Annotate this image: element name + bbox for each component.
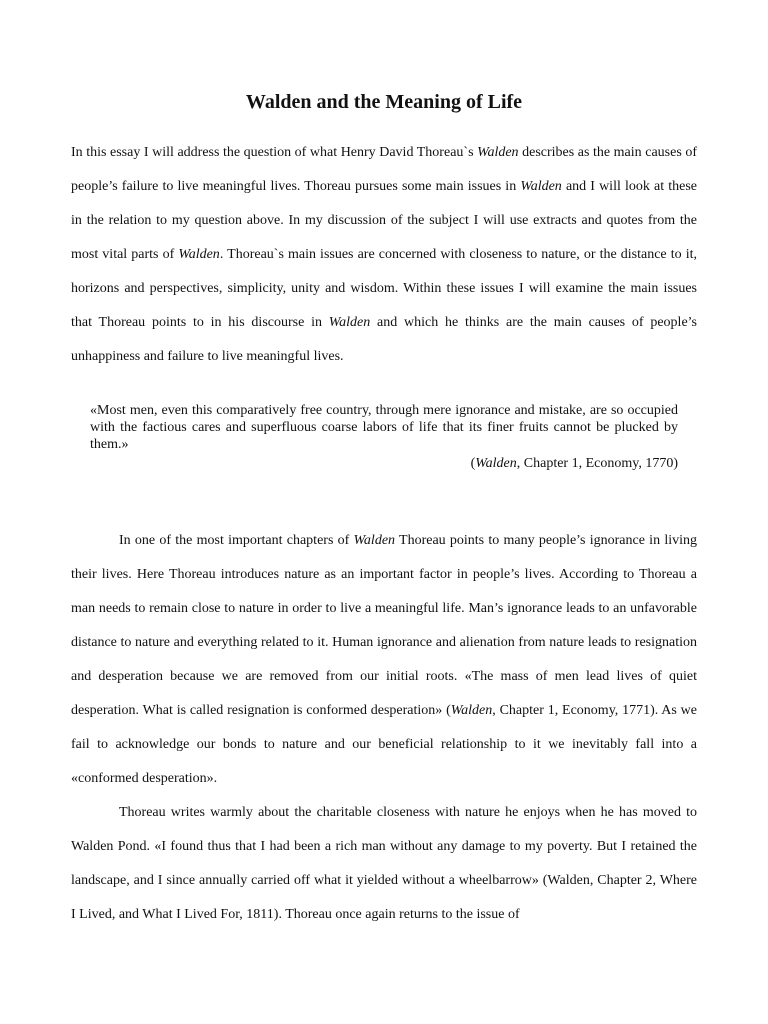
body-paragraph-3: Thoreau writes warmly about the charitable closeness with nature he enjoys when he has moved to Walden Pond. «I found thus that I had been a rich man without any damage to my poverty. But I retained the landscape, and I since annually carried off what it yielded without a wheelbarrow» (Walden, Chapter 2, Where I Lived, and What I Lived For, 1811). Thoreau once again returns to the issue of — [71, 805, 697, 922]
intro-text: . Thoreau`s main issues are concerned with closeness to nature, or the distance to it, horizons and perspectives, simplicity, unity and wisdom. Within these issues I will examine the main issues that Thoreau points to in his discourse in — [71, 247, 697, 330]
block-quote-citation — [90, 455, 678, 472]
para2-title-ref: Walden — [353, 533, 396, 548]
citation-open: ( — [470, 456, 476, 471]
intro-title-ref: Walden — [520, 179, 562, 194]
para2-text: Thoreau points to many people’s ignorance in living their lives. Here Thoreau introduces nature as an important factor in people’s lives. According to Thoreau a man needs to remain close to nature in order to live a meaningful life. Man’s ignorance leads to an unfavorable distance to nature and everything related to it. Human ignorance and alienation from nature leads to resignation and desperation because we are removed from our initial roots. «The mass of men lead lives of quiet desperation. What is called resignation is conformed desperation» ( — [71, 533, 697, 718]
intro-text: and I will look at these in the relation to my question above. In my discussion of the subject I will use extracts and quotes from the most vital parts of — [71, 179, 697, 262]
block-quote — [90, 402, 678, 472]
intro-title-ref: Walden — [477, 145, 519, 160]
intro-text: In this essay I will address the question of what Henry David Thoreau`s — [71, 145, 478, 160]
para2-text: In one of the most important chapters of — [119, 533, 354, 548]
intro-text: describes as the main causes of people’s failure to live meaningful lives. Thoreau pursues some main issues in — [71, 145, 697, 194]
intro-title-ref: Walden — [328, 315, 371, 330]
body-paragraph-2 — [71, 524, 697, 796]
para2-title-ref: Walden — [450, 703, 493, 718]
intro-title-ref: Walden — [178, 247, 220, 262]
block-quote-text: «Most men, even this comparatively free country, through mere ignorance and mistake, are so occupied with the factious cares and superfluous coarse labors of life that its finer fruits cannot be plucked by them.» — [90, 403, 678, 452]
intro-paragraph — [71, 136, 697, 374]
citation-title: Walden — [475, 456, 517, 471]
citation-rest: , Chapter 1, Economy, 1770) — [516, 456, 678, 471]
intro-text: and which he thinks are the main causes of people’s unhappiness and failure to live meaningful lives. — [71, 315, 697, 364]
para2-text: , Chapter 1, Economy, 1771). As we fail to acknowledge our bonds to nature and our beneficial relationship to it we inevitably fall into a «conformed desperation». — [71, 703, 698, 786]
document-title: Walden and the Meaning of Life — [245, 91, 523, 113]
